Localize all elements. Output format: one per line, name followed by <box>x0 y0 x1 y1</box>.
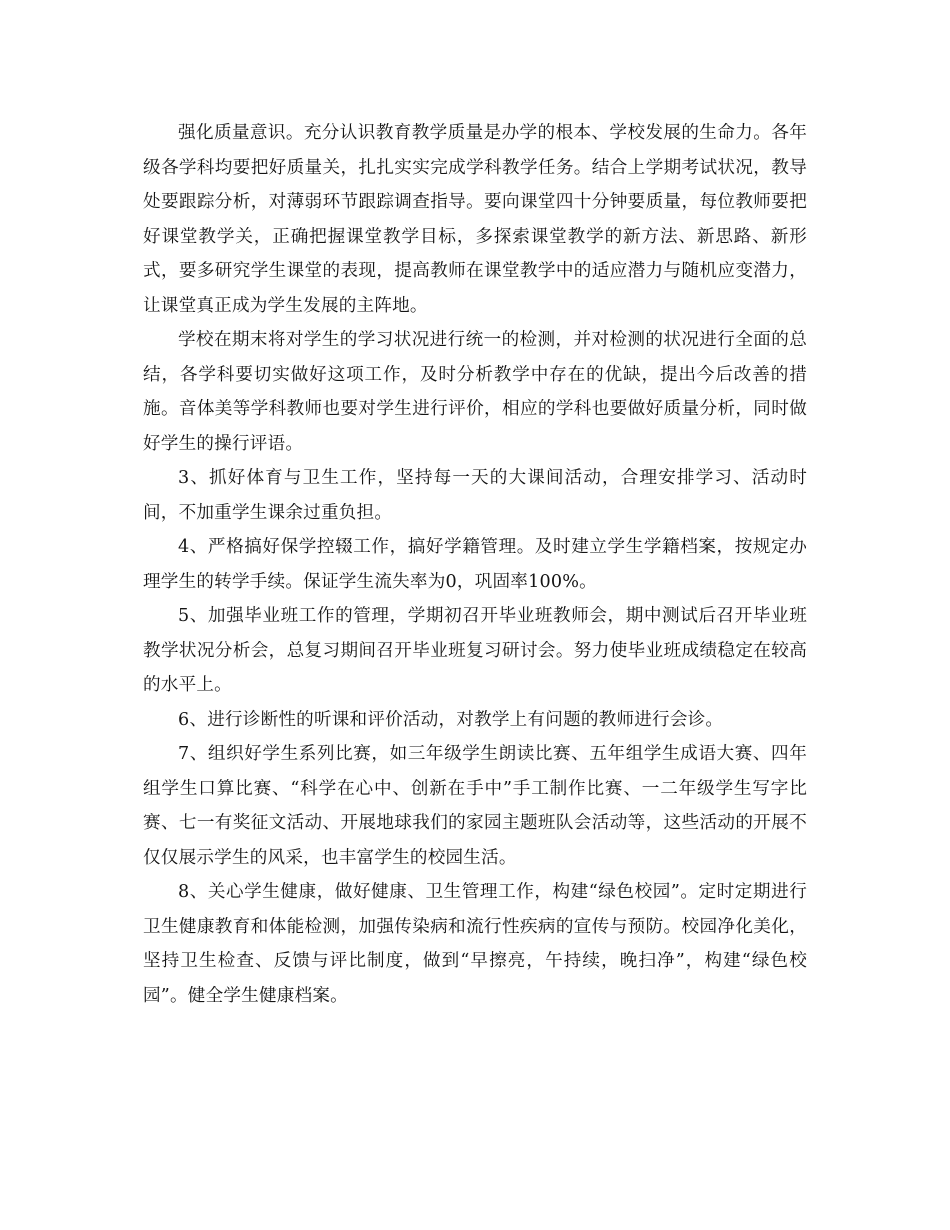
paragraph-item-6: 6、进行诊断性的听课和评价活动，对教学上有问题的教师进行会诊。 <box>178 709 724 730</box>
document-body <box>143 116 807 1013</box>
paragraph-item-7: 7、组织好学生系列比赛，如三年级学生朗读比赛、五年组学生成语大赛、四年组学生口算比赛、“科学在心中、创新在手中”手工制作比赛、一二年级学生写字比赛、七一有奖征文活动、开展地球我们的家园主题班队会活动等，这些活动的开展不仅仅展示学生的风采，也丰富学生的校园生活。 <box>143 744 807 868</box>
paragraph-final-assessment: 学校在期末将对学生的学习状况进行统一的检测，并对检测的状况进行全面的总结，各学科要切实做好这项工作，及时分析教学中存在的优缺，提出今后改善的措施。音体美等学科教师也要对学生进行评价，相应的学科也要做好质量分析，同时做好学生的操行评语。 <box>143 330 807 454</box>
paragraph-item-4: 4、严格搞好保学控辍工作，搞好学籍管理。及时建立学生学籍档案，按规定办理学生的转学手续。保证学生流失率为0，巩固率100%。 <box>143 537 807 592</box>
paragraph-item-8: 8、关心学生健康，做好健康、卫生管理工作，构建“绿色校园”。定时定期进行卫生健康教育和体能检测，加强传染病和流行性疾病的宣传与预防。校园净化美化，坚持卫生检查、反馈与评比制度，做到“早擦亮，午持续，晚扫净”，构建“绿色校园”。健全学生健康档案。 <box>143 882 807 1006</box>
paragraph-item-3: 3、抓好体育与卫生工作，坚持每一天的大课间活动，合理安排学习、活动时间，不加重学生课余过重负担。 <box>143 468 807 523</box>
paragraph-item-5: 5、加强毕业班工作的管理，学期初召开毕业班教师会，期中测试后召开毕业班教学状况分析会，总复习期间召开毕业班复习研讨会。努力使毕业班成绩稳定在较高的水平上。 <box>143 606 807 695</box>
paragraph-quality-awareness: 强化质量意识。充分认识教育教学质量是办学的根本、学校发展的生命力。各年级各学科均要把好质量关，扎扎实实完成学科教学任务。结合上学期考试状况，教导处要跟踪分析，对薄弱环节跟踪调查指导。要向课堂四十分钟要质量，每位教师要把好课堂教学关，正确把握课堂教学目标，多探索课堂教学的新方法、新思路、新形式，要多研究学生课堂的表现，提高教师在课堂教学中的适应潜力与随机应变潜力，让课堂真正成为学生发展的主阵地。 <box>143 123 807 316</box>
